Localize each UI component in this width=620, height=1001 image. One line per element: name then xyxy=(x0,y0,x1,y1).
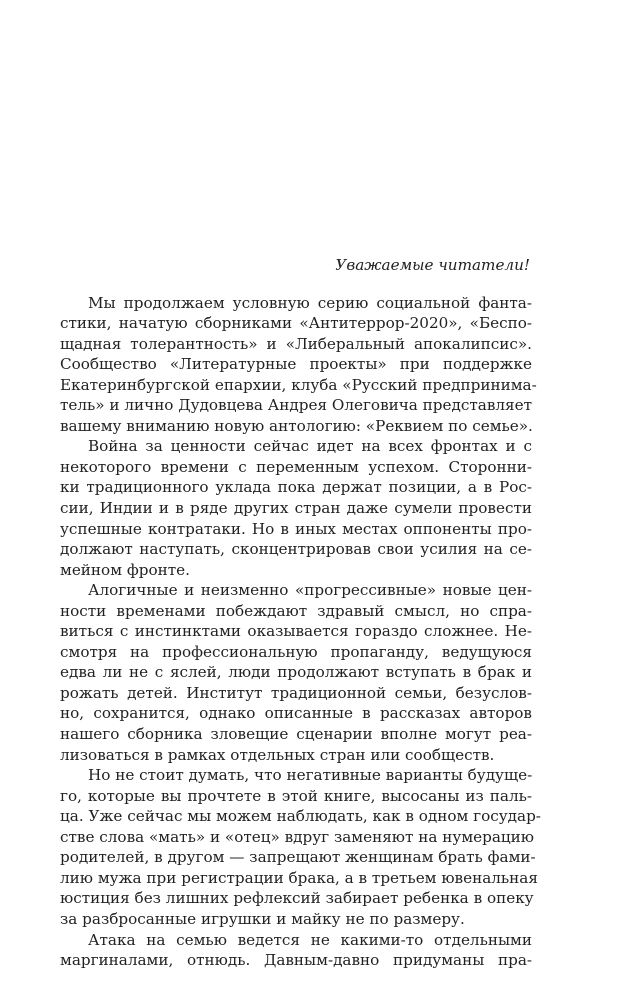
greeting-heading: Уважаемые читатели! xyxy=(335,256,530,274)
text-line: ности временами побеждают здравый смысл, но спра- xyxy=(60,601,532,620)
text-line: сии, Индии и в ряде других стран даже сумели провести xyxy=(60,499,532,518)
text-line: стики, начатую сборниками «Антитеррор-2020», «Беспо- xyxy=(60,314,532,333)
text-line: Война за ценности сейчас идет на всех фронтах и с xyxy=(88,437,532,456)
text-line: лизоваться в рамках отдельных стран или сообществ. xyxy=(60,745,495,764)
text-block xyxy=(60,255,541,971)
text-line: маргиналами, отнюдь. Давным-давно придуманы пра- xyxy=(60,951,532,970)
paragraph-1 xyxy=(60,293,537,437)
paragraph-2 xyxy=(60,436,532,580)
text-line: ца. Уже сейчас мы можем наблюдать, как в одном государ- xyxy=(60,807,541,826)
text-line: за разбросанные игрушки и майку не по размеру. xyxy=(60,909,465,928)
text-line: смотря на профессиональную пропаганду, ведущуюся xyxy=(60,642,532,661)
text-line: лию мужа при регистрации брака, а в третьем ювенальная xyxy=(60,868,538,887)
text-line: Атака на семью ведется не какими-то отдельными xyxy=(88,930,532,949)
text-line: едва ли не с яслей, люди продолжают вступать в брак и xyxy=(60,663,532,682)
text-line: юстиция без лишних рефлексий забирает ребенка в опеку xyxy=(60,889,534,908)
text-line: Но не стоит думать, что негативные варианты будуще- xyxy=(88,766,533,785)
text-line: родителей, в другом — запрещают женщинам брать фами- xyxy=(60,848,536,867)
paragraph-5 xyxy=(60,930,532,971)
text-line: щадная толерантность» и «Либеральный апокалипсис». xyxy=(60,334,532,353)
text-line: но, сохранится, однако описанные в рассказах авторов xyxy=(60,704,532,723)
text-line: нашего сборника зловещие сценарии вполне могут реа- xyxy=(60,725,532,744)
text-line: рожать детей. Институт традиционной семьи, безуслов- xyxy=(60,683,532,702)
text-line: Екатеринбургской епархии, клуба «Русский предпринима- xyxy=(60,375,537,394)
text-line: Алогичные и неизменно «прогрессивные» новые цен- xyxy=(88,581,532,600)
text-line: виться с инстинктами оказывается гораздо сложнее. Не- xyxy=(60,622,532,641)
text-line: мейном фронте. xyxy=(60,560,190,579)
text-line: вашему вниманию новую антологию: «Реквием по семье». xyxy=(60,416,533,435)
text-line: Мы продолжаем условную серию социальной фанта- xyxy=(88,293,532,312)
paragraph-4 xyxy=(60,765,541,929)
text-line: Сообщество «Литературные проекты» при поддержке xyxy=(60,355,532,374)
text-line: тель» и лично Дудовцева Андрея Олеговича представляет xyxy=(60,396,532,415)
paragraph-3 xyxy=(60,580,532,765)
text-line: го, которые вы прочтете в этой книге, высосаны из паль- xyxy=(60,786,532,805)
text-line: некоторого времени с переменным успехом. Сторонни- xyxy=(60,457,532,476)
text-line: стве слова «мать» и «отец» вдруг заменяют на нумерацию xyxy=(60,827,535,846)
text-line: должают наступать, сконцентрировав свои усилия на се- xyxy=(60,540,532,559)
paragraphs-container xyxy=(60,293,541,971)
text-line: ки традиционного уклада пока держат позиции, а в Рос- xyxy=(60,478,532,497)
text-line: успешные контратаки. Но в иных местах оппоненты про- xyxy=(60,519,532,538)
